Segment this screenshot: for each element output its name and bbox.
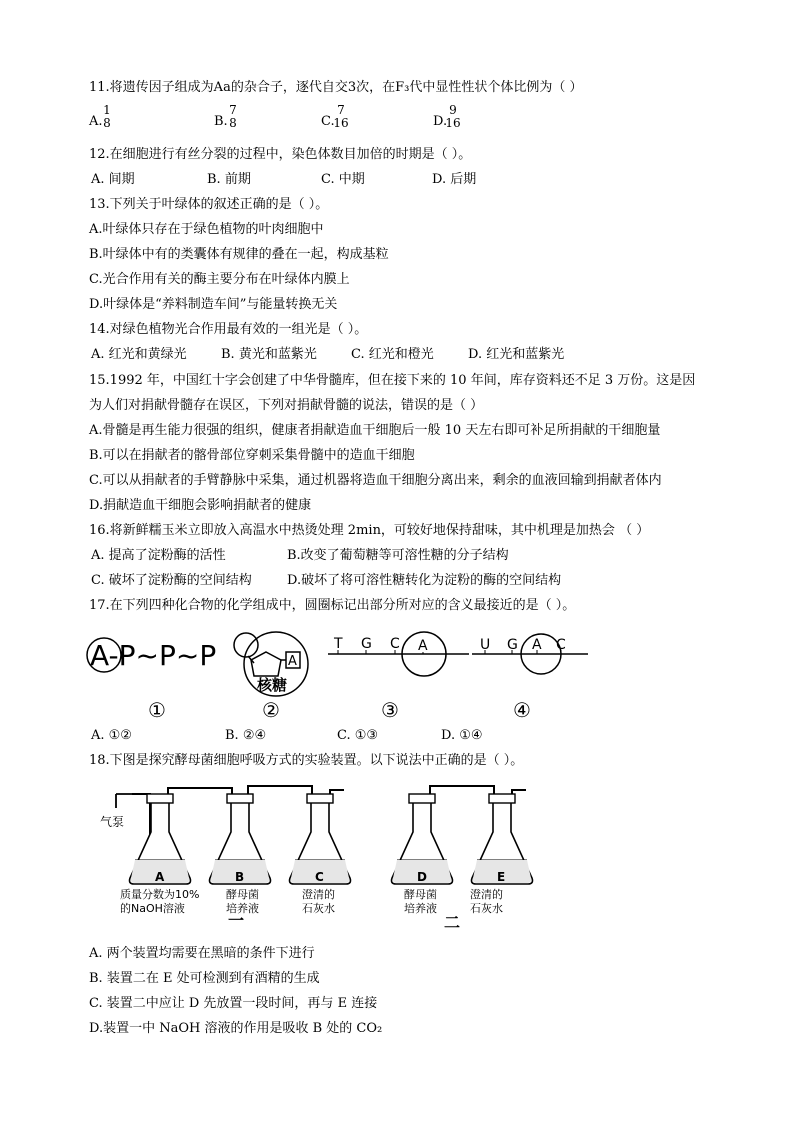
- q11-b-numerator: 7: [229, 103, 237, 117]
- atp-formula-text: A-P~P~P: [90, 639, 217, 672]
- q13-option-c: C.光合作用有关的酶主要分布在叶绿体内膜上: [89, 272, 350, 287]
- q16-option-a: A. 提高了淀粉酶的活性: [91, 548, 226, 563]
- q15-option-b: B.可以在捐献者的髂骨部位穿刺采集骨髓中的造血干细胞: [89, 448, 415, 463]
- figure-label-3: ③: [381, 698, 399, 720]
- q17-option-b: B. ②④: [225, 728, 267, 743]
- q16-option-c: C. 破坏了淀粉酶的空间结构: [91, 573, 252, 588]
- device-1-label: 一: [228, 911, 245, 930]
- q17-stem: 17.在下列四种化合物的化学组成中，圆圈标记出部分所对应的含义最接近的是（ ）。: [89, 598, 576, 613]
- rna-strand: [472, 634, 588, 674]
- q17-option-d: D. ①④: [441, 728, 483, 743]
- flask-d-caption-1: 酵母菌: [404, 888, 437, 901]
- q15-option-a: A.骨髓是再生能力很强的组织，健康者捐献造血干细胞后一般 10 天左右即可补足所捐献的干细胞量: [89, 423, 661, 438]
- flask-e-letter: E: [497, 870, 506, 884]
- flask-c-caption-1: 澄清的: [302, 888, 335, 901]
- q12-option-d: D. 后期: [432, 172, 477, 187]
- q13-option-b: B.叶绿体中有的类囊体有规律的叠在一起，构成基粒: [89, 247, 389, 262]
- dna-base-t: T: [334, 636, 343, 652]
- q14-option-d: D. 红光和蓝紫光: [468, 347, 565, 362]
- q18-option-c: C. 装置二中应让 D 先放置一段时间，再与 E 连接: [89, 996, 378, 1011]
- q12-option-b: B. 前期: [207, 172, 251, 187]
- flask-c-letter: C: [315, 870, 324, 884]
- q16-option-b: B.改变了葡萄糖等可溶性糖的分子结构: [287, 548, 509, 563]
- base-letter: A: [288, 654, 297, 669]
- q18-apparatus-svg: [86, 782, 536, 937]
- q14-stem: 14.对绿色植物光合作用最有效的一组光是（ ）。: [89, 322, 368, 337]
- q17-option-a: A. ①②: [91, 728, 132, 743]
- q18-option-d: D.装置一中 NaOH 溶液的作用是吸收 B 处的 CO₂: [89, 1021, 383, 1036]
- device2-tubes: [430, 786, 494, 852]
- flask-a-caption-1: 质量分数为10%: [120, 888, 200, 901]
- dna-base-c: C: [390, 636, 400, 652]
- flask-d-caption-2: 培养液: [404, 902, 437, 915]
- atp-structure: [87, 638, 216, 672]
- q11-option-b-fraction: [227, 104, 239, 130]
- q11-a-denominator: 8: [103, 116, 111, 130]
- q11-option-a-letter: A.: [89, 114, 103, 129]
- rna-base-u: U: [480, 637, 491, 653]
- figure-label-1: ①: [148, 698, 166, 720]
- q17-figure-svg: [86, 630, 606, 720]
- flask-a-caption-2: 的NaOH溶液: [120, 902, 185, 915]
- q13-option-d: D.叶绿体是“养料制造车间”与能量转换无关: [89, 297, 338, 312]
- flask-b-letter: B: [235, 870, 245, 884]
- flask-c-caption-2: 石灰水: [302, 902, 335, 915]
- q11-option-c-letter: C.: [321, 114, 335, 129]
- rna-base-c: C: [556, 637, 566, 653]
- q13-stem: 13.下列关于叶绿体的叙述正确的是（ ）。: [89, 197, 329, 212]
- q11-option-b-letter: B.: [214, 114, 228, 129]
- dna-base-a: A: [418, 638, 428, 654]
- q11-a-numerator: 1: [103, 103, 111, 117]
- q17-option-c: C. ①③: [337, 728, 379, 743]
- q11-b-denominator: 8: [229, 116, 237, 130]
- q11-c-denominator: 16: [333, 116, 349, 130]
- q15-option-c: C.可以从捐献者的手臂静脉中采集，通过机器将造血干细胞分离出来，剩余的血液回输到捐献者体内: [89, 473, 662, 488]
- rna-base-a: A: [532, 637, 542, 653]
- q11-stem: 11.将遗传因子组成为Aa的杂合子，逐代自交3次，在F₃代中显性性状个体比例为（ ）: [89, 80, 583, 95]
- ribose-label: 核糖: [257, 676, 288, 694]
- q13-option-a: A.叶绿体只存在于绿色植物的叶肉细胞中: [89, 222, 324, 237]
- q16-stem: 16.将新鲜糯玉米立即放入高温水中热烫处理 2min，可较好地保持甜味，其中机理是加热会 （ ）: [89, 523, 650, 538]
- q11-option-d-letter: D.: [433, 114, 448, 129]
- q12-option-a: A. 间期: [91, 172, 135, 187]
- q14-option-c: C. 红光和橙光: [351, 347, 434, 362]
- q18-stem: 18.下图是探究酵母菌细胞呼吸方式的实验装置。以下说法中正确的是（ ）。: [89, 753, 524, 768]
- q18-apparatus-figure: [86, 782, 536, 937]
- q11-c-numerator: 7: [337, 103, 345, 117]
- q18-option-a: A. 两个装置均需要在黑暗的条件下进行: [89, 946, 315, 961]
- flask-a-letter: A: [155, 870, 165, 884]
- q11-d-numerator: 9: [449, 103, 457, 117]
- device-2-label: 二: [444, 913, 461, 932]
- q12-stem: 12.在细胞进行有丝分裂的过程中，染色体数目加倍的时期是（ ）。: [89, 147, 472, 162]
- flask-b-caption-2: 培养液: [226, 902, 259, 915]
- q14-option-a: A. 红光和黄绿光: [91, 347, 187, 362]
- flask-e-caption-2: 石灰水: [470, 902, 503, 915]
- dna-base-g: G: [361, 636, 372, 652]
- q15-stem-line1: 15.1992 年，中国红十字会创建了中华骨髓库，但在接下来的 10 年间，库存资料还不足 3 万份。这是因: [89, 373, 696, 388]
- figure-label-4: ④: [513, 698, 531, 720]
- q11-option-d-fraction: [445, 104, 461, 130]
- rna-base-g: G: [507, 637, 518, 653]
- pump-tube: [116, 794, 132, 808]
- q12-option-c: C. 中期: [321, 172, 365, 187]
- pump-label: 气泵: [100, 815, 125, 829]
- q11-option-c-fraction: [333, 104, 349, 130]
- q17-figure: [86, 630, 606, 720]
- q16-option-d: D.破坏了将可溶性糖转化为淀粉的酶的空间结构: [287, 573, 562, 588]
- q15-stem-line2: 为人们对捐献骨髓存在误区，下列对捐献骨髓的说法，错误的是（ ）: [89, 398, 484, 413]
- dna-strand: [328, 632, 469, 676]
- q18-option-b: B. 装置二在 E 处可检测到有酒精的生成: [89, 971, 320, 986]
- flask-e-caption-1: 澄清的: [470, 888, 503, 901]
- figure-label-2: ②: [262, 698, 280, 720]
- q11-option-a-fraction: [101, 104, 113, 130]
- flask-d-letter: D: [417, 870, 427, 884]
- ribose-pentagon: [251, 652, 281, 676]
- q14-option-b: B. 黄光和蓝紫光: [221, 347, 317, 362]
- ribonucleotide-structure: [234, 632, 308, 696]
- q15-option-d: D.捐献造血干细胞会影响捐献者的健康: [89, 498, 312, 513]
- flask-b-caption-1: 酵母菌: [226, 888, 259, 901]
- q11-d-denominator: 16: [445, 116, 461, 130]
